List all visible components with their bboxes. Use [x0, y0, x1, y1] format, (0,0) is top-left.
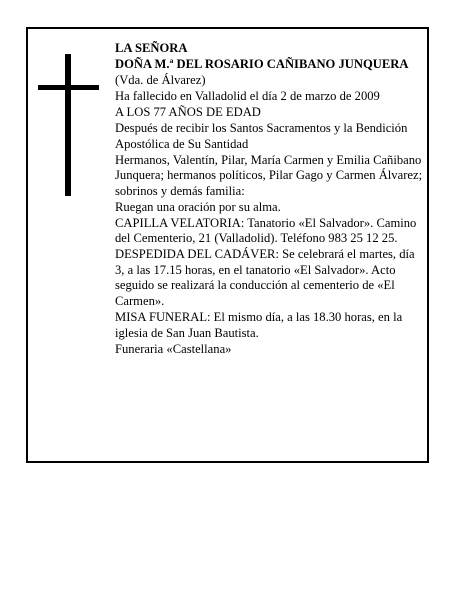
farewell-info: DESPEDIDA DEL CADÁVER: Se celebrará el martes, día 3, a las 17.15 horas, en el tanatorio «El Salvador». Acto seguido se realizará la conducción al cementerio de «El Carmen».: [115, 247, 415, 309]
age-line: A LOS 77 AÑOS DE EDAD: [115, 104, 261, 119]
deceased-name: DOÑA M.ª DEL ROSARIO CAÑIBANO JUNQUERA: [115, 56, 409, 71]
obituary-text: [115, 41, 427, 358]
prayer-request: Ruegan una oración por su alma.: [115, 199, 281, 214]
funeral-home: Funeraria «Castellana»: [115, 341, 232, 356]
widow-of: (Vda. de Álvarez): [115, 72, 206, 87]
obituary-notice-frame: [26, 27, 429, 463]
cross-vertical-bar: [65, 54, 71, 196]
title-line-1: LA SEÑORA: [115, 41, 188, 55]
family-line: Hermanos, Valentín, Pilar, María Carmen y Emilia Cañibano Junquera; hermanos políticos, Pilar Gago y Carmen Álvarez; sobrinos y demás familia:: [115, 152, 423, 198]
cross-horizontal-bar: [38, 85, 99, 90]
sacraments-line: Después de recibir los Santos Sacramentos y la Bendición Apostólica de Su Santidad: [115, 120, 408, 151]
chapel-info: CAPILLA VELATORIA: Tanatorio «El Salvador». Camino del Cementerio, 21 (Valladolid). Teléfono 983 25 12 25.: [115, 215, 417, 246]
funeral-mass-info: MISA FUNERAL: El mismo día, a las 18.30 horas, en la iglesia de San Juan Bautista.: [115, 310, 403, 340]
latin-cross-icon: [38, 54, 102, 196]
death-info: Ha fallecido en Valladolid el día 2 de marzo de 2009: [115, 88, 380, 103]
